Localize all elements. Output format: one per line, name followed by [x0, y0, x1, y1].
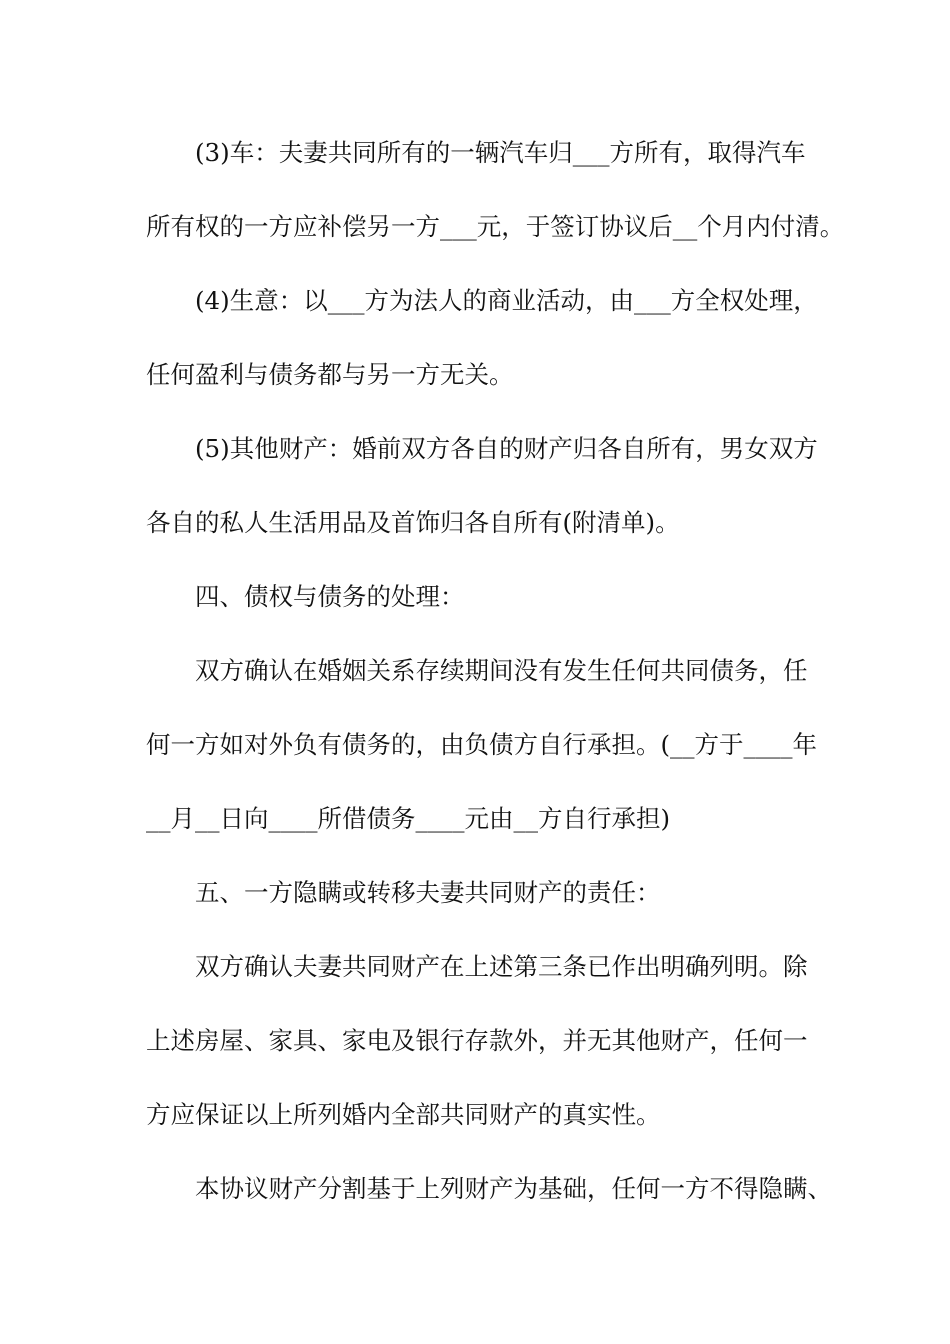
clause-3-car-line-2: 所有权的一方应补偿另一方___元，于签订协议后__个月内付清。 — [146, 212, 845, 241]
disclosure-paragraph-line-1: 双方确认夫妻共同财产在上述第三条已作出明确列明。除 — [195, 952, 808, 981]
disclosure-paragraph-line-2: 上述房屋、家具、家电及银行存款外，并无其他财产，任何一 — [146, 1026, 808, 1055]
clause-5-other-property-line-1: (5)其他财产：婚前双方各自的财产归各自所有，男女双方 — [195, 434, 818, 463]
disclosure-paragraph-line-3: 方应保证以上所列婚内全部共同财产的真实性。 — [146, 1100, 661, 1129]
clause-4-business-line-1: (4)生意：以___方为法人的商业活动，由___方全权处理， — [195, 286, 818, 315]
clause-4-business-line-2: 任何盈利与债务都与另一方无关。 — [146, 360, 514, 389]
section-4-heading: 四、债权与债务的处理： — [195, 582, 465, 611]
division-basis-paragraph-line-1: 本协议财产分割基于上列财产为基础，任何一方不得隐瞒、 — [195, 1174, 832, 1203]
clause-3-car-line-1: (3)车：夫妻共同所有的一辆汽车归___方所有，取得汽车 — [195, 138, 806, 167]
debt-paragraph-line-3: __月__日向____所借债务____元由__方自行承担) — [146, 804, 671, 833]
section-5-heading: 五、一方隐瞒或转移夫妻共同财产的责任： — [195, 878, 661, 907]
debt-paragraph-line-1: 双方确认在婚姻关系存续期间没有发生任何共同债务，任 — [195, 656, 808, 685]
debt-paragraph-line-2: 何一方如对外负有债务的，由负债方自行承担。(__方于____年 — [146, 730, 818, 759]
clause-5-other-property-line-2: 各自的私人生活用品及首饰归各自所有(附清单)。 — [146, 508, 680, 537]
